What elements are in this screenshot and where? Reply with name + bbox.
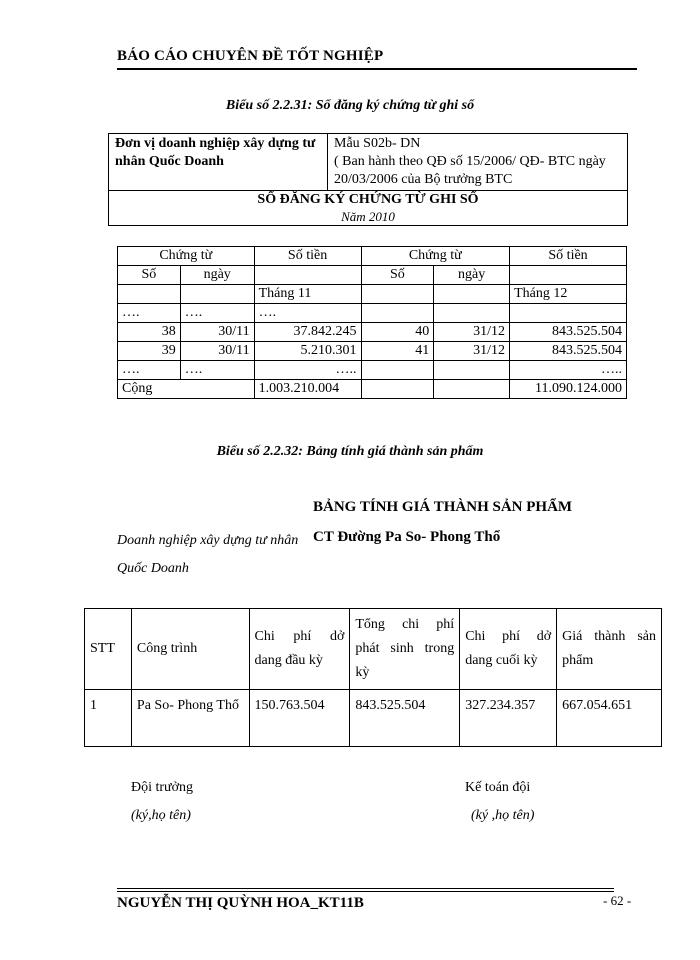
- cost-header-incurred: Tổng chi phí phát sinh trong kỳ: [350, 609, 460, 690]
- page-header-title: BÁO CÁO CHUYÊN ĐỀ TỐT NGHIỆP: [117, 48, 384, 64]
- table-row: 38 30/11 37.842.245 40 31/12 843.525.504: [118, 323, 627, 342]
- footer-rule: [117, 891, 614, 892]
- cost-header-stt: STT: [85, 609, 132, 690]
- company-name: Doanh nghiệp xây dựng tư nhân Quốc Doanh: [117, 533, 299, 576]
- table-row: 39 30/11 5.210.301 41 31/12 843.525.504: [118, 342, 627, 361]
- header-rule: [117, 68, 637, 70]
- register-info-table: [108, 133, 628, 226]
- book-title-cell: [109, 191, 628, 226]
- accountant-note: (ký ,họ tên): [471, 808, 535, 823]
- reg-header-amount-right: Số tiền: [510, 247, 627, 266]
- dots: …..: [510, 361, 627, 380]
- dots: ….: [180, 304, 254, 323]
- total-right: 11.090.124.000: [510, 380, 627, 399]
- reg-subheader-no-left: Số: [118, 266, 181, 285]
- caption-cost: Biểu số 2.2.32: Bảng tính giá thành sản phẩm: [216, 444, 484, 459]
- project-name: CT Đường Pa So- Phong Thổ: [313, 529, 501, 545]
- dots: ….: [118, 304, 181, 323]
- cost-header-project: Công trình: [131, 609, 249, 690]
- dots: ….: [254, 304, 361, 323]
- cost-header-end: Chi phí dở dang cuối kỳ: [460, 609, 557, 690]
- cost-table: [84, 608, 662, 747]
- caption-register: Biểu số 2.2.31: Sổ đăng ký chứng từ ghi sổ: [225, 98, 475, 113]
- total-left: 1.003.210.004: [254, 380, 361, 399]
- reg-subheader-date-right: ngày: [434, 266, 510, 285]
- book-title: SỔ ĐĂNG KÝ CHỨNG TỪ GHI SỔ: [257, 192, 479, 207]
- dots: ….: [180, 361, 254, 380]
- unit-name: Đơn vị doanh nghiệp xây dựng tư nhân Quốc Doanh: [109, 134, 328, 191]
- total-label: Cộng: [118, 380, 255, 399]
- reg-header-amount-left: Số tiền: [254, 247, 361, 266]
- team-leader-note: (ký,họ tên): [131, 808, 191, 823]
- register-table: [117, 246, 627, 399]
- cost-header-begin: Chi phí dở dang đầu kỳ: [249, 609, 350, 690]
- page-number: - 62 -: [603, 893, 632, 908]
- form-decree: ( Ban hành theo QĐ số 15/2006/ QĐ- BTC ngày 20/03/2006 của Bộ trưởng BTC: [334, 154, 606, 187]
- month-left: Tháng 11: [254, 285, 361, 304]
- form-code: Mẫu S02b- DN: [334, 136, 421, 151]
- table-row: 1 Pa So- Phong Thổ 150.763.504 843.525.504 327.234.357 667.054.651: [85, 690, 662, 747]
- accountant-title: Kế toán đội: [465, 780, 531, 795]
- reg-header-voucher-right: Chứng từ: [361, 247, 510, 266]
- cost-title: BẢNG TÍNH GIÁ THÀNH SẢN PHẨM: [313, 499, 573, 515]
- footer-rule: [117, 888, 614, 889]
- dots: …..: [254, 361, 361, 380]
- form-info: [328, 134, 628, 191]
- reg-subheader-date-left: ngày: [180, 266, 254, 285]
- reg-subheader-no-right: Số: [361, 266, 434, 285]
- book-year: Năm 2010: [341, 209, 395, 224]
- team-leader-title: Đội trưởng: [131, 780, 194, 795]
- cost-header-price: Giá thành sản phẩm: [557, 609, 662, 690]
- month-right: Tháng 12: [510, 285, 627, 304]
- footer-author: NGUYỄN THỊ QUỲNH HOA_KT11B: [117, 895, 364, 911]
- reg-header-voucher-left: Chứng từ: [118, 247, 255, 266]
- dots: ….: [118, 361, 181, 380]
